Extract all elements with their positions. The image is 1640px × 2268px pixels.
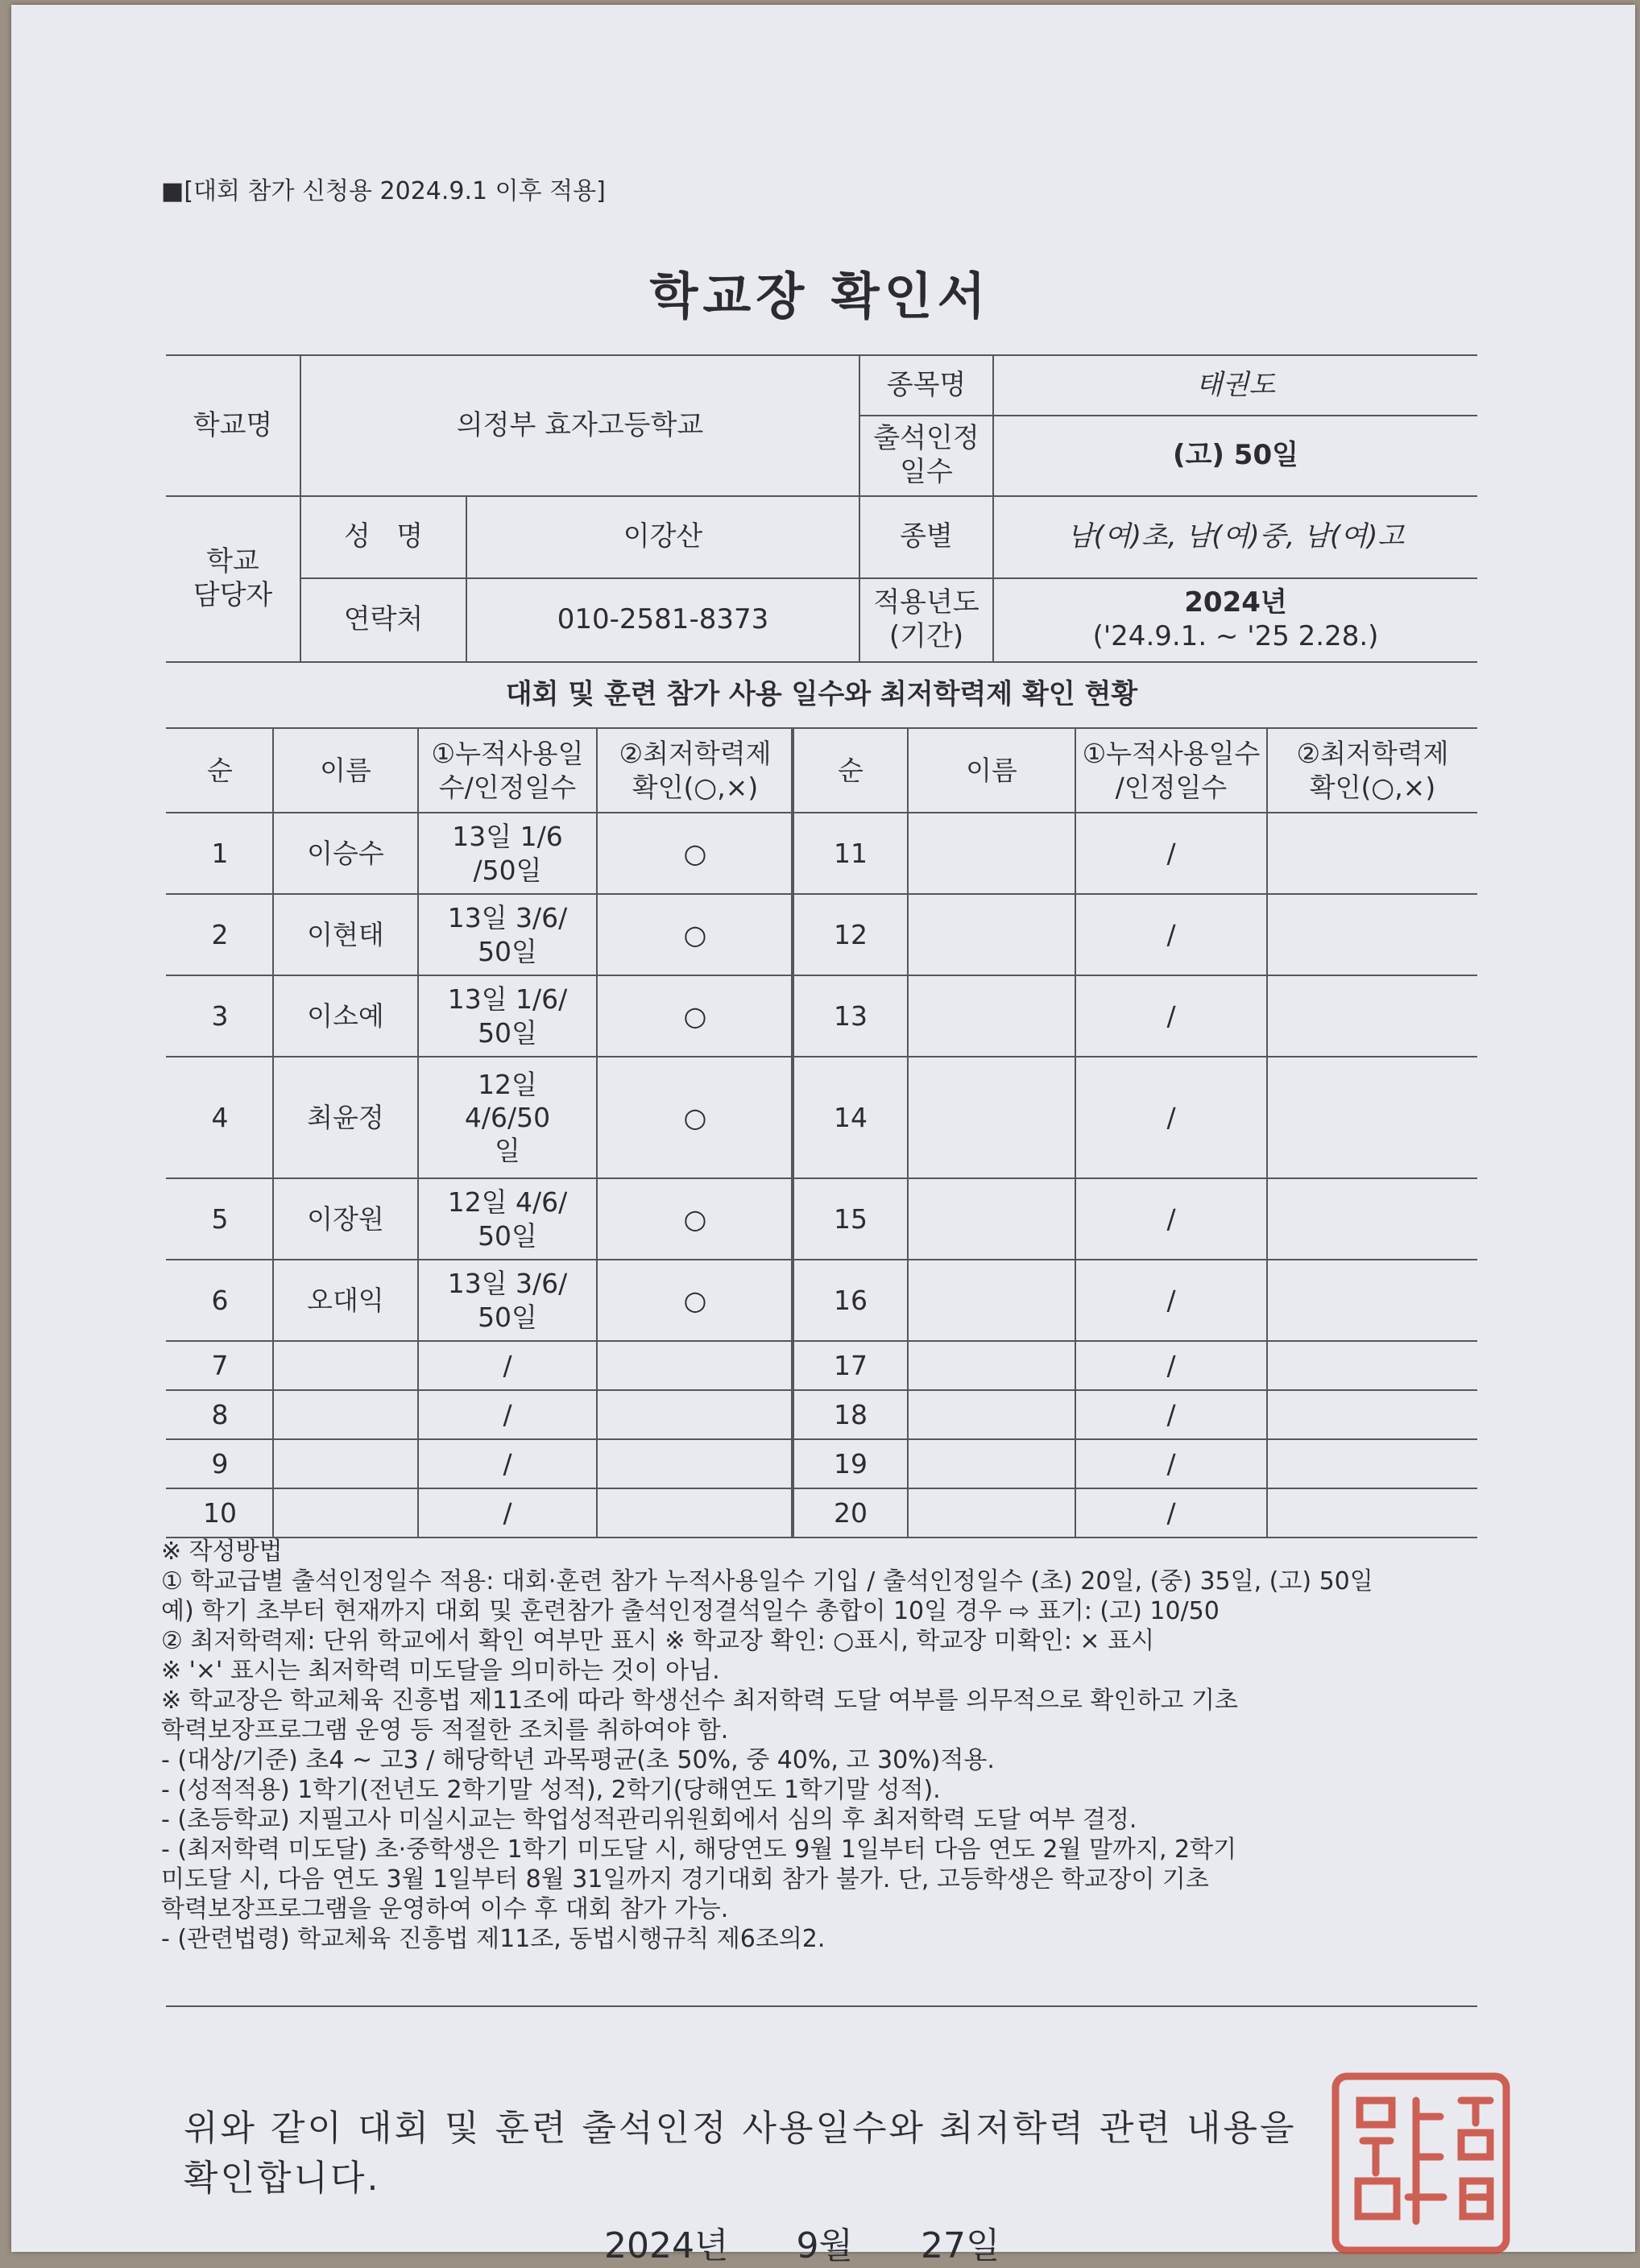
- table-cell: [274, 1489, 417, 1537]
- table-cell: [1268, 1179, 1477, 1259]
- table-cell: 1: [211, 837, 229, 869]
- table-cell: /: [1166, 918, 1176, 950]
- table-cell: 14: [834, 1101, 868, 1133]
- document-title: 학교장 확인서: [649, 267, 991, 325]
- manager-name: 이강산: [623, 519, 703, 553]
- table-cell: /: [1166, 837, 1176, 869]
- instructions: [161, 1537, 1482, 1954]
- table-cell: [909, 1342, 1075, 1389]
- attendance-value: (고) 50일: [1173, 438, 1298, 471]
- table-header-cell: ②최저학력제 확인(○,×): [1296, 738, 1449, 803]
- table-cell: 이승수: [307, 837, 384, 869]
- table-cell: [274, 1391, 417, 1438]
- table-cell: 4: [211, 1101, 229, 1133]
- table-cell: /: [1166, 1496, 1176, 1529]
- date-day: 27일: [920, 2225, 1000, 2266]
- table-cell: 12일 4/6/ 50일: [447, 1186, 568, 1252]
- note-line: ※ 학교장은 학교체육 진흥법 제11조에 따라 학생선수 최저학력 도달 여부를 의무적으로 확인하고 기초: [161, 1687, 1238, 1715]
- table-cell: [909, 1391, 1075, 1438]
- table-cell: 5: [211, 1202, 229, 1235]
- table-cell: [909, 1489, 1075, 1537]
- contact-value: 010-2581-8373: [557, 602, 769, 635]
- table-cell: /: [1166, 1284, 1176, 1316]
- table-cell: /: [503, 1496, 512, 1529]
- table-header-cell: ②최저학력제 확인(○,×): [619, 738, 772, 803]
- date-year: 2024년: [604, 2225, 729, 2266]
- note-line: 미도달 시, 다음 연도 3월 1일부터 8월 31일까지 경기대회 참가 불가. 단, 고등학생은 학교장이 기초: [161, 1865, 1209, 1893]
- table-cell: 최윤정: [307, 1101, 384, 1133]
- note-line: ① 학교급별 출석인정일수 적용: 대회·훈련 참가 누적사용일수 기입 / 출석인정일수 (초) 20일, (중) 35일, (고) 50일: [161, 1567, 1373, 1595]
- table-cell: /: [503, 1349, 512, 1381]
- table-cell: [1268, 1440, 1477, 1488]
- table-cell: 10: [203, 1496, 237, 1529]
- table-cell: [1268, 1391, 1477, 1438]
- note-line: - (최저학력 미도달) 초·중학생은 1학기 미도달 시, 해당연도 9월 1일부터 다음 연도 2월 말까지, 2학기: [161, 1836, 1237, 1864]
- table-cell: 9: [211, 1447, 229, 1480]
- note-line: - (관련법령) 학교체육 진흥법 제11조, 동법시행규칙 제6조의2.: [161, 1925, 826, 1953]
- table-cell: 20: [834, 1496, 868, 1529]
- header-note: ■[대회 참가 신청용 2024.9.1 이후 적용]: [161, 177, 606, 205]
- table-cell: 13일 1/6/ 50일: [447, 983, 568, 1049]
- table-cell: /: [503, 1447, 512, 1480]
- note-line: 학력보장프로그램 운영 등 적절한 조치를 취하여야 함.: [161, 1716, 729, 1744]
- table-cell: /: [503, 1398, 512, 1430]
- table-cell: [909, 1260, 1075, 1340]
- table-cell: [909, 813, 1075, 893]
- table-cell: 17: [834, 1349, 868, 1381]
- table-cell: 6: [211, 1284, 229, 1316]
- table-cell: [909, 976, 1075, 1056]
- section-title: 대회 및 훈련 참가 사용 일수와 최저학력제 확인 현황: [505, 677, 1138, 710]
- period-label: 적용년도 (기간): [873, 586, 979, 652]
- table-cell: /: [1166, 1349, 1176, 1381]
- period-year: 2024년: [1184, 586, 1287, 619]
- table-cell: /: [1166, 1398, 1176, 1430]
- table-cell: [274, 1342, 417, 1389]
- gender-label: 종별: [900, 519, 953, 553]
- table-cell: ○: [683, 1284, 707, 1316]
- closing-statement: [184, 2104, 1296, 2204]
- note-line: ② 최저학력제: 단위 학교에서 확인 여부만 표시 ※ 학교장 확인: ○표시, 학교장 미확인: × 표시: [161, 1627, 1155, 1655]
- table-cell: [598, 1391, 793, 1438]
- table-cell: [909, 1057, 1075, 1177]
- period-range: ('24.9.1. ~ '25 2.28.): [1092, 620, 1379, 652]
- period-value: [994, 578, 1477, 660]
- table-cell: [1268, 1260, 1477, 1340]
- table-cell: ○: [683, 837, 707, 869]
- school-value: 의정부 효자고등학교: [456, 408, 704, 441]
- table-cell: 18: [834, 1398, 868, 1430]
- table-cell: ○: [683, 1101, 707, 1133]
- table-cell: [1268, 813, 1477, 893]
- table-cell: 이장원: [307, 1202, 384, 1235]
- note-line: - (초등학교) 지필고사 미실시교는 학업성적관리위원회에서 심의 후 최저학력 도달 여부 결정.: [161, 1806, 1137, 1834]
- table-cell: ○: [683, 918, 707, 950]
- date-month: 9월: [796, 2225, 853, 2266]
- table-cell: [1268, 1342, 1477, 1389]
- closing-line-1: 위와 같이 대회 및 훈련 출석인정 사용일수와 최저학력 관련 내용을: [184, 2108, 1297, 2149]
- table-cell: /: [1166, 999, 1176, 1032]
- table-cell: [598, 1489, 793, 1537]
- table-cell: 12: [834, 918, 868, 950]
- table-header-cell: 순: [207, 754, 233, 786]
- table-cell: 15: [834, 1202, 868, 1235]
- table-cell: /: [1166, 1101, 1176, 1133]
- table-cell: [909, 1179, 1075, 1259]
- table-cell: 7: [211, 1349, 229, 1381]
- attendance-label: 출석인정 일수: [873, 421, 979, 488]
- table-cell: ○: [683, 999, 707, 1032]
- table-cell: [1268, 895, 1477, 975]
- table-cell: 13일 3/6/ 50일: [447, 1268, 568, 1333]
- table-header-cell: 이름: [966, 754, 1017, 786]
- note-line: ※ '×' 표시는 최저학력 미도달을 의미하는 것이 아님.: [161, 1657, 720, 1685]
- signing-date: [604, 2216, 1056, 2268]
- table-cell: [909, 1440, 1075, 1488]
- table-cell: [1268, 976, 1477, 1056]
- sport-label: 종목명: [886, 368, 967, 401]
- table-cell: [1268, 1057, 1477, 1177]
- table-cell: 8: [211, 1398, 229, 1430]
- table-cell: 3: [211, 999, 229, 1032]
- closing-line-2: 확인합니다.: [184, 2158, 381, 2199]
- table-cell: /: [1166, 1447, 1176, 1480]
- note-line: - (성적적용) 1학기(전년도 2학기말 성적), 2학기(당해연도 1학기말 성적).: [161, 1776, 941, 1804]
- table-header-cell: 순: [838, 754, 863, 786]
- table-cell: 16: [834, 1284, 868, 1316]
- table-cell: [1268, 1489, 1477, 1537]
- divider: [166, 2005, 1477, 2007]
- table-cell: 11: [834, 837, 868, 869]
- school-label: 학교명: [193, 408, 273, 441]
- note-line: - (대상/기준) 초4 ~ 고3 / 해당학년 과목평균(초 50%, 중 40%, 고 30%)적용.: [161, 1746, 995, 1774]
- contact-label: 연락처: [343, 602, 424, 635]
- table-cell: /: [1166, 1202, 1176, 1235]
- table-header-cell: 이름: [320, 754, 371, 786]
- note-line: ※ 작성방법: [161, 1538, 283, 1566]
- note-line: 학력보장프로그램을 운영하여 이수 후 대회 참가 가능.: [161, 1895, 729, 1923]
- table-cell: 13일 3/6/ 50일: [447, 902, 568, 967]
- note-line: 예) 학기 초부터 현재까지 대회 및 훈련참가 출석인정결석일수 총합이 10일 경우 ⇨ 표기: (고) 10/50: [161, 1597, 1220, 1625]
- principal-seal-icon: [1327, 2068, 1514, 2258]
- sport-value: 태권도: [1195, 368, 1276, 401]
- table-cell: 13: [834, 999, 868, 1032]
- table-header-cell: ①누적사용일수 /인정일수: [1082, 738, 1261, 803]
- table-cell: 이소예: [307, 999, 384, 1032]
- table-cell: 이현태: [307, 918, 384, 950]
- manager-label: 학교 담당자: [193, 544, 273, 611]
- table-cell: ○: [683, 1202, 707, 1235]
- table-cell: [274, 1440, 417, 1488]
- table-cell: 12일 4/6/50 일: [464, 1068, 551, 1167]
- table-cell: 13일 1/6 /50일: [452, 821, 563, 886]
- name-label: 성 명: [343, 519, 424, 553]
- gender-value: 남(여)초, 남(여)중, 남(여)고: [1066, 519, 1405, 553]
- table-cell: [598, 1342, 793, 1389]
- table-header-cell: ①누적사용일 수/인정일수: [431, 738, 584, 803]
- table-cell: 19: [834, 1447, 868, 1480]
- table-cell: [598, 1440, 793, 1488]
- table-cell: 오대익: [307, 1284, 384, 1316]
- table-cell: 2: [211, 918, 229, 950]
- table-cell: [909, 895, 1075, 975]
